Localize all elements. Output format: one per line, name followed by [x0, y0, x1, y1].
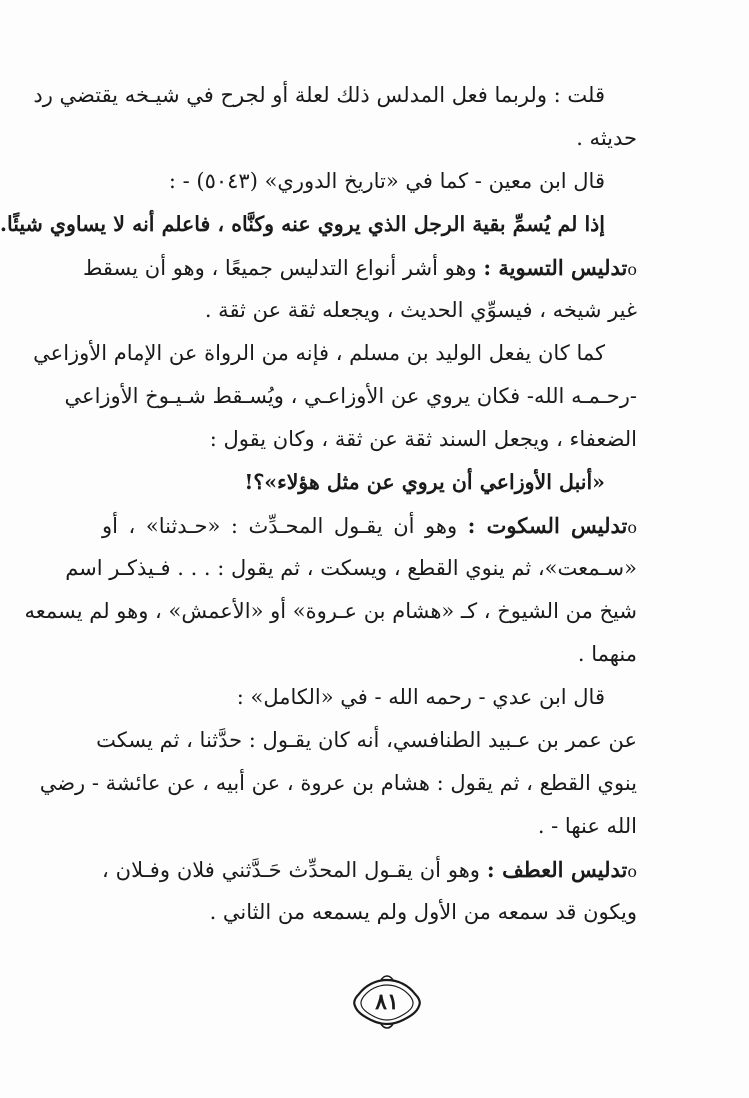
- text-line: -رحـمـه الله- فكان يروي عن الأوزاعـي ، ويُسـقط شـيـوخ الأوزاعي: [64, 384, 637, 408]
- text-line: قال ابن معين - كما في «تاريخ الدوري» (٥٠٤٣) - :: [168, 169, 605, 193]
- section-tadlis-atf: [102, 848, 637, 891]
- section-tadlis-sukut: [102, 504, 637, 547]
- section-term: تدليس التسوية :: [483, 255, 628, 280]
- text-line: «سـمعت»، ثم ينوي القطع ، ويسكت ، ثم يقول : . . . فـيذكـر اسم: [65, 556, 637, 580]
- section-term: تدليس العطف :: [486, 857, 628, 882]
- section-text: وهو أن يقـول المحدِّث حَـدَّثني فلان وفـلان ،: [102, 858, 487, 882]
- quoted-statement: «أنبل الأوزاعي أن يروي عن مثل هؤلاء»؟!: [244, 470, 605, 494]
- section-term: تدليس السكوت :: [467, 513, 628, 538]
- text-line: شيخ من الشيوخ ، كـ «هشام بن عـروة» أو «الأعمش» ، وهو لم يسمعه: [24, 599, 637, 623]
- page-number: ٨١: [375, 989, 399, 1015]
- quoted-statement: إذا لم يُسمِّ بقية الرجل الذي يروي عنه وكنَّاه ، فاعلم أنه لا يساوي شيئًا.: [0, 212, 605, 236]
- text-line: كما كان يفعل الوليد بن مسلم ، فإنه من الرواة عن الإمام الأوزاعي: [33, 341, 605, 365]
- section-marker: o: [627, 518, 637, 537]
- text-line: ويكون قد سمعه من الأول ولم يسمعه من الثاني .: [209, 900, 637, 924]
- body-text: [0, 74, 637, 934]
- section-text: وهو أشر أنواع التدليس جميعًا ، وهو أن يسقط: [82, 256, 484, 280]
- text-line: الله عنها - .: [537, 814, 637, 838]
- text-line: غير شيخه ، فيسوِّي الحديث ، ويجعله ثقة عن ثقة .: [204, 298, 637, 322]
- section-marker: o: [627, 260, 637, 279]
- page-number-ornament: [351, 976, 423, 1028]
- section-tadlis-taswiya: [82, 246, 637, 289]
- text-line: منهما .: [577, 642, 637, 666]
- text-line: ينوي القطع ، ثم يقول : هشام بن عروة ، عن أبيه ، عن عائشة - رضي: [39, 771, 637, 795]
- text-line: الضعفاء ، ويجعل السند ثقة عن ثقة ، وكان يقول :: [209, 427, 637, 451]
- text-line: حديثه .: [576, 126, 637, 150]
- text-line: قال ابن عدي - رحمه الله - في «الكامل» :: [236, 685, 605, 709]
- text-line: عن عمر بن عـبيد الطنافسي، أنه كان يقـول : حدَّثنا ، ثم يسكت: [96, 728, 637, 752]
- section-marker: o: [627, 862, 637, 881]
- text-line: قلت : ولربما فعل المدلس ذلك لعلة أو لجرح في شيـخه يقتضي رد: [33, 83, 605, 107]
- section-text: وهو أن يقـول المحـدِّث : «حـدثنا» ، أو: [102, 514, 468, 538]
